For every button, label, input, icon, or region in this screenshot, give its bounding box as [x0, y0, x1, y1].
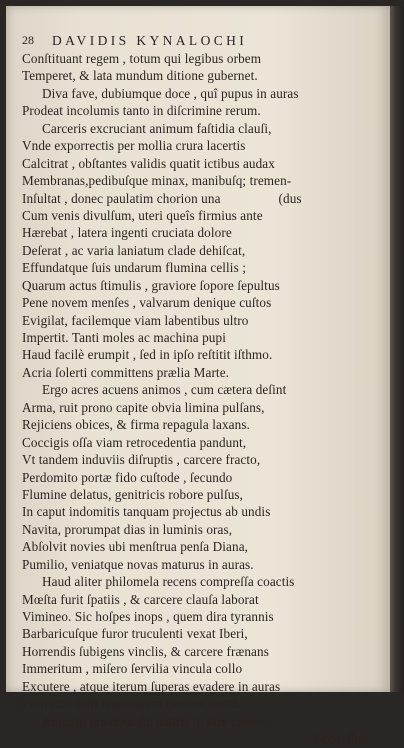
line-text: Effundatque ſuis undarum flumina cellis ;: [22, 260, 246, 276]
running-head: DAVIDIS KYNALOCHI: [52, 33, 248, 48]
text-line: [22, 643, 372, 660]
line-text: Barbaricuſque furor truculenti vexat Iberi,: [22, 626, 248, 642]
line-text: Temperet, & lata mundum ditione gubernet.: [22, 68, 258, 84]
text-line: [22, 486, 372, 503]
line-text: Haud aliter philomela recens compreſſa coactis: [42, 574, 295, 590]
text-line: [22, 172, 372, 189]
text-line: [22, 381, 372, 398]
text-line: [22, 277, 372, 294]
text-line: [22, 678, 372, 695]
line-overflow-text: (dus: [278, 190, 302, 206]
line-text: Abſolvit novies ubi menſtrua penſa Diana,: [22, 539, 249, 555]
text-line: [22, 137, 372, 154]
line-text: Perdomito portæ fido cuſtode , ſecundo: [22, 469, 233, 485]
page-header: [22, 33, 372, 49]
catchword: Oppreſſus,: [313, 731, 370, 747]
line-text: Calcitrat , obſtantes validis quatit ictibus audax: [22, 155, 275, 171]
text-line: [22, 608, 372, 625]
text-line: [22, 416, 372, 433]
text-line: [22, 294, 372, 311]
text-line: [22, 50, 372, 67]
line-text: Navita, prorumpat dias in luminis oras,: [22, 521, 233, 537]
line-text: Evigilat, facilemque viam labentibus ultro: [22, 312, 249, 328]
page-number: 28: [22, 33, 34, 47]
line-text: Ergo acres acuens animos , cum cætera deſint: [42, 382, 287, 398]
line-text: Quarum actus ſtimulis , graviore ſopore ſepultus: [22, 277, 280, 293]
poem-text: [22, 50, 372, 748]
line-text: Vnde exporrectis per mollia crura lacertis: [22, 138, 246, 154]
text-line: [22, 503, 372, 520]
text-line: [22, 85, 372, 102]
text-line: [22, 329, 372, 346]
text-line: [22, 346, 372, 363]
text-line: [22, 67, 372, 84]
line-text: Carceris excruciant animum faſtidia clauſi,: [42, 120, 272, 136]
line-text: Cum venis divulſum, uteri queîs firmius ante: [22, 207, 263, 223]
line-text: Coccigis oſſa viam retrocedentia pandunt,: [22, 434, 247, 450]
text-line: [22, 660, 372, 677]
line-text: Impertit. Tanti moles ac machina pupi: [22, 330, 226, 345]
text-line: [22, 695, 372, 712]
text-line: [22, 521, 372, 538]
line-text: Inſultat , donec paulatim chorion una: [22, 190, 221, 206]
text-line: [22, 713, 372, 730]
line-text: Diva fave, dubiumque doce , quî pupus in auras: [42, 85, 299, 101]
text-line: [22, 102, 372, 119]
text-line: [22, 242, 372, 259]
line-text: Immeritum , miſero ſervilia vincula collo: [22, 661, 243, 677]
line-text: Hærebat , latera ingenti cruciata dolore: [22, 225, 232, 241]
line-text: Deſerat , ac varia laniatum clade dehiſcat,: [22, 242, 246, 258]
text-line: [22, 312, 372, 329]
text-line: [22, 591, 372, 608]
text-line: [22, 538, 372, 555]
text-line: [22, 556, 372, 573]
text-line: [22, 451, 372, 468]
text-line: [22, 434, 372, 451]
line-text: Anguſto gravibus ſic matris in utre catenis: [42, 713, 269, 729]
line-text: Acria ſolerti committens prælia Marte.: [22, 364, 230, 380]
text-line: [22, 364, 372, 381]
text-line: [22, 190, 372, 207]
text-line: [22, 224, 372, 241]
line-text: Vimineo. Sic hoſpes inops , quem dira tyrannis: [22, 609, 274, 624]
text-line: [22, 399, 372, 416]
line-text: Excutere , atque iterum ſuperas evadere in auras: [22, 678, 281, 694]
page-edge: [390, 6, 404, 692]
text-line: [22, 155, 372, 172]
text-line: [22, 259, 372, 276]
line-text: Pene novem menſes , valvarum denique cuſtos: [22, 295, 272, 311]
line-text: In caput indomitis tanquam projectus ab undis: [22, 504, 271, 520]
text-line: [22, 625, 372, 642]
text-line: [22, 120, 372, 137]
text-line: [22, 469, 372, 486]
line-text: Rejiciens obices, & firma repagula laxans.: [22, 417, 250, 433]
line-text: Perfracto triſti tenebrarum carcere tentat.: [22, 696, 242, 712]
line-text: Arma, ruit prono capite obvia limina pulſans,: [22, 399, 265, 415]
text-line: [22, 573, 372, 590]
line-text: Flumine delatus, genitricis robore pulſus,: [22, 486, 244, 502]
line-text: Pumilio, veniatque novas maturus in auras.: [22, 556, 254, 572]
line-text: Horrendis ſubigens vinclis, & carcere frænans: [22, 643, 269, 659]
line-text: Haud facilè erumpit , ſed in ipſo reſtitit iſthmo.: [22, 347, 273, 363]
line-text: Mœſta furit ſpatiis , & carcere clauſa laborat: [22, 591, 259, 607]
line-text: Membranas,pedibuſque minax, manibuſq; tremen-: [22, 173, 292, 189]
text-line: [22, 207, 372, 224]
line-text: Prodeat incolumis tanto in diſcrimine rerum.: [22, 103, 261, 119]
line-text: Vt tandem induviis diſruptis , carcere fracto,: [22, 452, 261, 468]
line-text: Conſtituant regem , totum qui legibus orbem: [22, 51, 262, 66]
